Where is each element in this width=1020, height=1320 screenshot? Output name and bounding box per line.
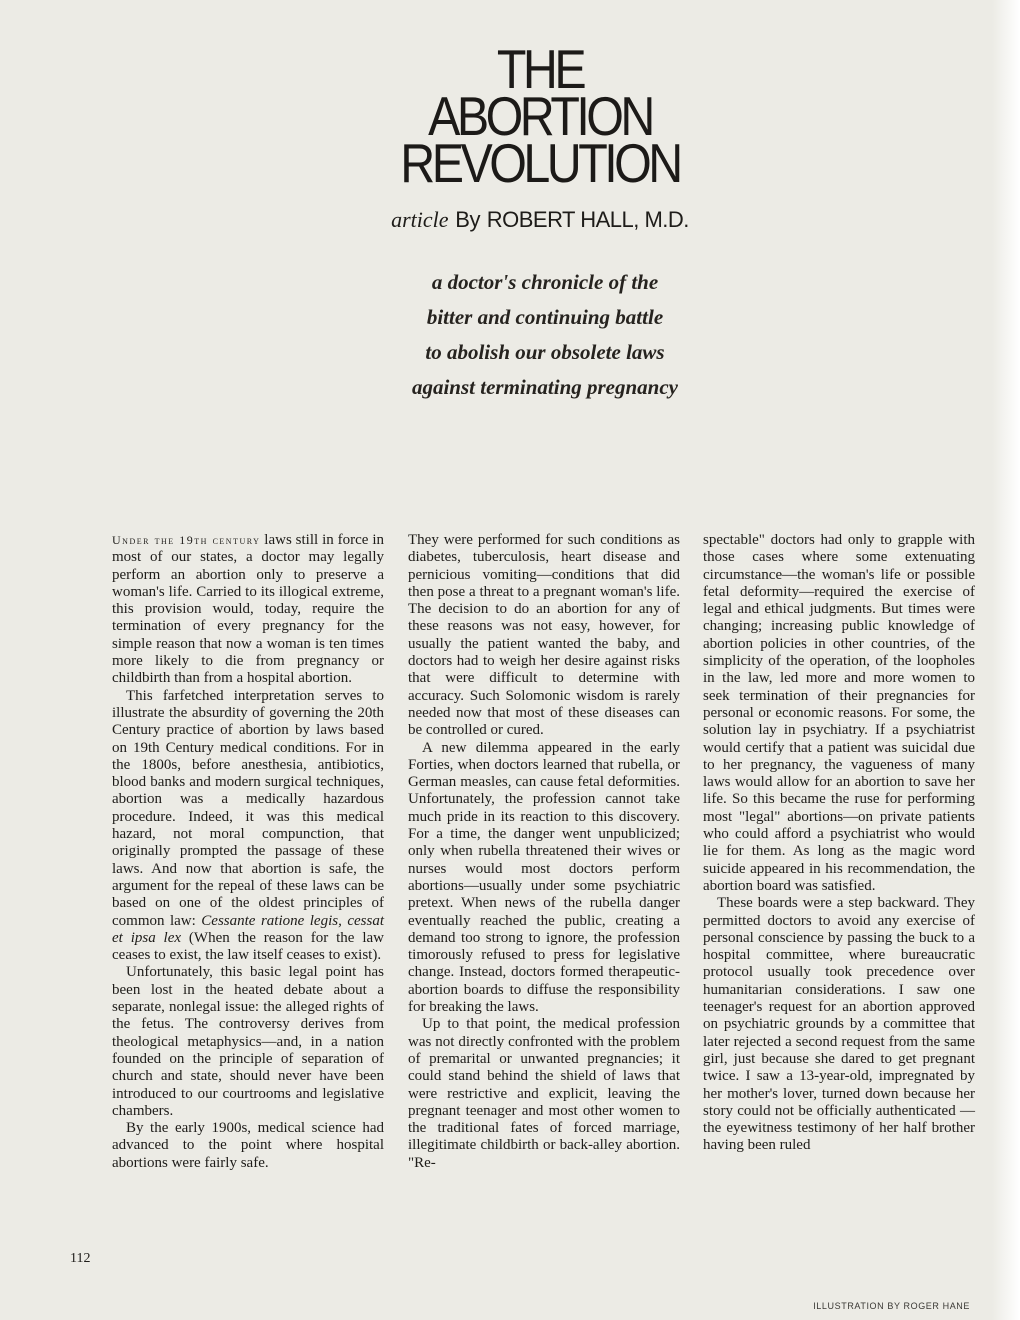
body-column-2 [408, 532, 680, 1172]
paragraph-text: laws still in force in most of our states, a doctor may legally perform an abortion only to preserve a woman's life. Carried to its illogical extreme, this provision would, today, require the termination of every pregnancy for the simple reason that now a woman is ten times more likely to die from pregnancy or childbirth than from a hospital abortion. [112, 532, 384, 687]
paragraph-text: This farfetched interpretation serves to illustrate the absurdity of governing the 20th Century practice of abortion by laws based on 19th Century medical conditions. For in the 1800s, before anesthesia, antibiotics, blood banks and modern surgical techniques, abortion was a medically hazardous procedure. Indeed, it was this medical hazard, not moral compunction, that originally prompted the passage of these laws. And now that abortion is safe, the argument for the repeal of these laws can be based on one of the oldest principles of common law: [112, 687, 384, 929]
title-line: ABORTION [428, 85, 652, 147]
paragraph [112, 532, 384, 688]
illustration-credit: ILLUSTRATION BY ROGER HANE [813, 1301, 970, 1311]
paragraph [112, 688, 384, 965]
page-number: 112 [70, 1251, 91, 1266]
subtitle-line: against terminating pregnancy [411, 375, 679, 399]
paragraph: They were performed for such conditions as diabetes, tuberculosis, heart disease and pernicious vomiting—conditions that did then pose a threat to a pregnant woman's life. The decision to do an abortion for any of these reasons was not easy, however, for usually the patient wanted the baby, and doctors had to weigh her desire against risks that were difficult to determine with accuracy. Such Solomonic wisdom is rarely needed now that most of these diseases can be controlled or cured. [408, 532, 680, 739]
latin-maxim: Cessante ratione legis, cessat et ipsa lex [112, 912, 384, 946]
subtitle-line: bitter and continuing battle [426, 305, 664, 329]
body-column-3 [703, 532, 975, 1155]
paragraph: These boards were a step backward. They permitted doctors to avoid any exercise of personal conscience by passing the buck to a hospital committee, where bureaucratic protocol usually took precedence over humanitarian considerations. I saw one teenager's request for an abortion approved on psychiatric grounds by a committee that later rejected a second request from the same girl, just because she dared to get pregnant twice. I saw a 13-year-old, impregnated by her mother's lover, turned down because her story could not be officially authenticated —the eyewitness testimony of her half brother having been ruled [703, 895, 975, 1154]
byline-author: ROBERT HALL, M.D. [486, 207, 689, 232]
opening-smallcaps: Under the 19th century [112, 533, 261, 547]
paragraph: Unfortunately, this basic legal point has been lost in the heated debate about a separate, nonlegal issue: the alleged rights of the fetus. The controversy derives from theological metaphysics—and, in a nation founded on the principle of separation of church and state, should never have been introduced to our courtrooms and legislative chambers. [112, 964, 384, 1119]
subtitle-line: to abolish our obsolete laws [425, 340, 665, 364]
title-line: REVOLUTION [400, 132, 680, 194]
title-line: THE [496, 38, 584, 100]
article-title [355, 38, 725, 194]
paragraph-text: (When the reason for the law ceases to exist, the law itself ceases to exist). [112, 929, 384, 964]
byline-by: By [455, 207, 480, 232]
paragraph: spectable" doctors had only to grapple with those cases where some extenuating circumstance—the woman's life or possible fetal deformity—required the exercise of legal and ethical judgments. But times were changing; increasing public knowledge of abortion policies in other countries, of the simplicity of the operation, of the loopholes in the law, led more and more women to seek termination of their pregnancies for personal or economic reasons. For some, the solution lay in psychiatry. If a psychiatrist would certify that a patient was suicidal due to her pregnancy, the vagueness of many laws would allow for an abortion to save her life. So this became the ruse for performing most "legal" abortions—on private patients who could afford a psychiatrist who would lie for them. As long as the magic word suicide appeared in his recommendation, the abortion board was satisfied. [703, 532, 975, 894]
article-subtitle [350, 265, 740, 405]
page-edge [992, 0, 1020, 1320]
byline-lead: article [391, 207, 449, 232]
paragraph: Up to that point, the medical profession was not directly confronted with the problem of premarital or unwanted pregnancies; it could stand behind the shield of laws that were restrictive and explicit, leaving the pregnant teenager and most other women to the traditional fates of forced marriage, illegitimate childbirth or back-alley abortion. "Re- [408, 1016, 680, 1171]
paragraph: By the early 1900s, medical science had advanced to the point where hospital abortions were fairly safe. [112, 1120, 384, 1171]
body-column-1 [112, 532, 384, 1172]
subtitle-line: a doctor's chronicle of the [431, 270, 659, 294]
paragraph: A new dilemma appeared in the early Forties, when doctors learned that rubella, or German measles, can cause fetal deformities. Unfortunately, the profession cannot take much pride in its reaction to this discovery. For a time, the danger went unpublicized; only when rubella threatened their wives or nurses would most doctors perform abortions—usually under some psychiatric pretext. When news of the rubella danger eventually reached the public, creating a demand too strong to ignore, the profession timorously refused to press for legislative change. Instead, doctors formed therapeutic-abortion boards to diffuse the responsibility for breaking the laws. [408, 739, 680, 1016]
byline [320, 203, 760, 234]
